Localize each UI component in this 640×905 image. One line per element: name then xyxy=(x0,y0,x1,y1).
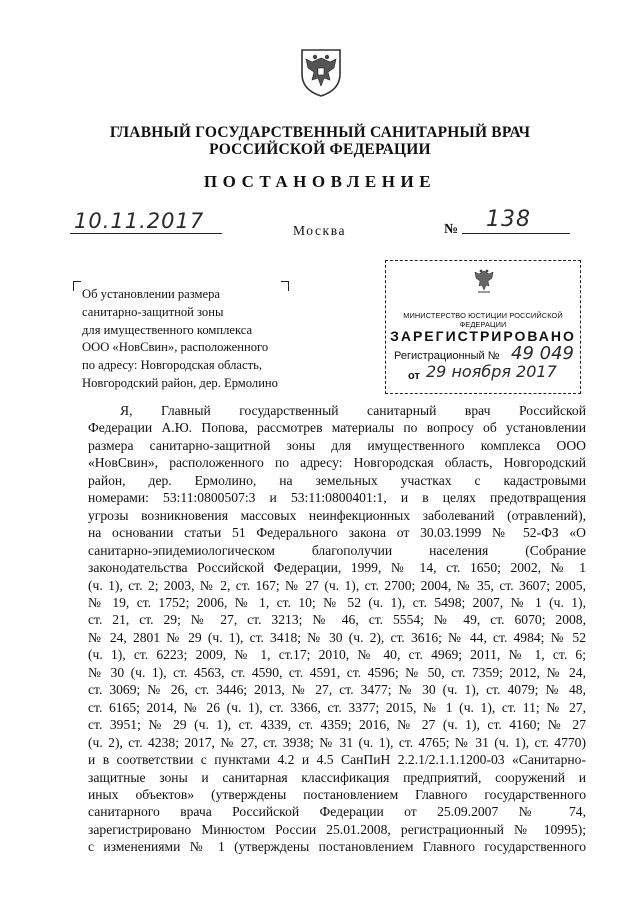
body-line: ст. 3951; № 29 (ч. 1), ст. 4339, ст. 4359; 2016, № 27 (ч. 1), ст. 4160; № 27 xyxy=(88,717,586,733)
stamp-regnum-label: Регистрационный № xyxy=(394,350,500,362)
subject-line: ООО «НовСвин», расположенного xyxy=(82,340,269,355)
subject-bracket-left xyxy=(73,281,81,291)
body-line: № 19, ст. 1752; 2006, № 1, ст. 10; № 52 (ч. 1), ст. 5498; 2007, № 1 (ч. 1), xyxy=(88,594,586,610)
body-line: на основании статьи 51 Федерального закона от 30.03.1999 № 52-ФЗ «О xyxy=(88,525,586,541)
stamp-registered: ЗАРЕГИСТРИРОВАНО xyxy=(390,328,576,344)
body-line: Федерации А.Ю. Попова, рассмотрев материалы по вопросу об установлении xyxy=(88,420,586,436)
stamp-date: 29 ноября 2017 xyxy=(426,362,557,381)
body-line: ст. 21, ст. 29; № 27, ст. 3213; № 46, ст. 5554; № 49, ст. 6070; 2008, xyxy=(88,612,586,628)
body-line: «НовСвин», расположенного по адресу: Новгородская область, Новгородский xyxy=(88,455,586,471)
body-line: санитарно-эпидемиологическом благополучии населения (Собрание xyxy=(88,542,586,558)
body-line: № 24, 2801 № 29 (ч. 1), ст. 3418; № 30 (ч. 2), ст. 3616; № 44, ст. 4984; № 52 xyxy=(88,629,586,645)
document-type: ПОСТАНОВЛЕНИЕ xyxy=(203,172,437,191)
body-line: законодательства Российской Федерации, 1999, № 14, ст. 1650; 2002, № 1 xyxy=(88,560,586,576)
body-line: № 30 (ч. 1), ст. 4563, ст. 4590, ст. 4591, ст. 4596; № 50, ст. 7359; 2012, № 24, xyxy=(88,664,586,680)
body-line: зарегистрировано Минюстом России 25.01.2008, регистрационный № 10995); xyxy=(88,821,586,837)
body-line: район, дер. Ермолино, на земельных участках с кадастровыми xyxy=(88,472,586,488)
body-line: и в соответствии с пунктами 4.2 и 4.5 СанПиН 2.2.1/2.1.1.1200-03 «Санитарно- xyxy=(88,752,586,768)
subject-line: по адресу: Новгородская область, xyxy=(82,358,263,373)
body-line: угрозы возникновения массовых неинфекционных заболеваний (отравлений), xyxy=(88,507,586,523)
date-underline xyxy=(70,233,222,234)
registration-stamp xyxy=(385,260,581,394)
subject-block xyxy=(82,286,312,393)
body-line: (ч. 1), ст. 2; 2003, № 2, ст. 167; № 27 (ч. 1), ст. 2700; 2004, № 35, ст. 3607; 2005, xyxy=(88,577,586,593)
issuer-title-line2: РОССИЙСКОЙ ФЕДЕРАЦИИ xyxy=(209,141,431,158)
document-date: 10.11.2017 xyxy=(74,209,205,233)
document-number: 138 xyxy=(486,207,531,232)
body-line: санитарного врача Российской Федерации от 25.09.2007 № 74, xyxy=(88,804,586,820)
stamp-emblem-icon xyxy=(472,267,496,297)
body-line: с изменениями № 1 (утверждены постановлением Главного государственного xyxy=(88,839,586,855)
subject-line: Об установлении размера xyxy=(82,287,220,301)
stamp-ministry: МИНИСТЕРСТВО ЮСТИЦИИ РОССИЙСКОЙ ФЕДЕРАЦИИ xyxy=(403,311,563,329)
body-text xyxy=(88,402,586,856)
issuer-title-line1: ГЛАВНЫЙ ГОСУДАРСТВЕННЫЙ САНИТАРНЫЙ ВРАЧ xyxy=(109,124,531,141)
body-line: защитные зоны и санитарная классификация предприятий, сооружений и xyxy=(88,769,586,785)
coat-of-arms-emblem xyxy=(298,46,344,98)
subject-line: Новгородский район, дер. Ермолино xyxy=(82,375,278,390)
body-line: ст. 3069; № 26, ст. 3446; 2013, № 27, ст. 3477; № 30 (ч. 1), ст. 4079; № 48, xyxy=(88,682,586,698)
number-sign: № xyxy=(444,222,459,237)
body-line: иных объектов» (утверждены постановлением Главного государственного xyxy=(88,786,586,802)
document-city: Москва xyxy=(293,223,347,238)
body-line: размера санитарно-защитной зоны для имущественного комплекса ООО xyxy=(88,437,586,453)
body-line: ст. 6165; 2014, № 26 (ч. 1), ст. 3366, ст. 3377; 2015, № 1 (ч. 1), ст. 11; № 27, xyxy=(88,699,586,715)
subject-line: санитарно-защитной зоны xyxy=(82,304,224,319)
stamp-regnum: 49 049 xyxy=(511,343,574,364)
body-line: Я, Главный государственный санитарный врач Российской xyxy=(120,403,586,418)
body-line: (ч. 2), ст. 4238; 2017, № 27, ст. 3938; № 31 (ч. 1), ст. 4765; № 31 (ч. 1), ст. 4770) xyxy=(88,734,586,750)
number-underline xyxy=(462,233,570,234)
body-line: (ч. 1), ст. 6223; 2009, № 1, ст.17; 2010, № 40, ст. 4969; 2011, № 1, ст. 6; xyxy=(88,647,586,663)
stamp-date-label: от xyxy=(408,370,420,382)
subject-line: для имущественного комплекса xyxy=(82,322,253,337)
body-line: номерами: 53:11:0800507:3 и 53:11:0800401:1, и в целях предотвращения xyxy=(88,490,586,506)
